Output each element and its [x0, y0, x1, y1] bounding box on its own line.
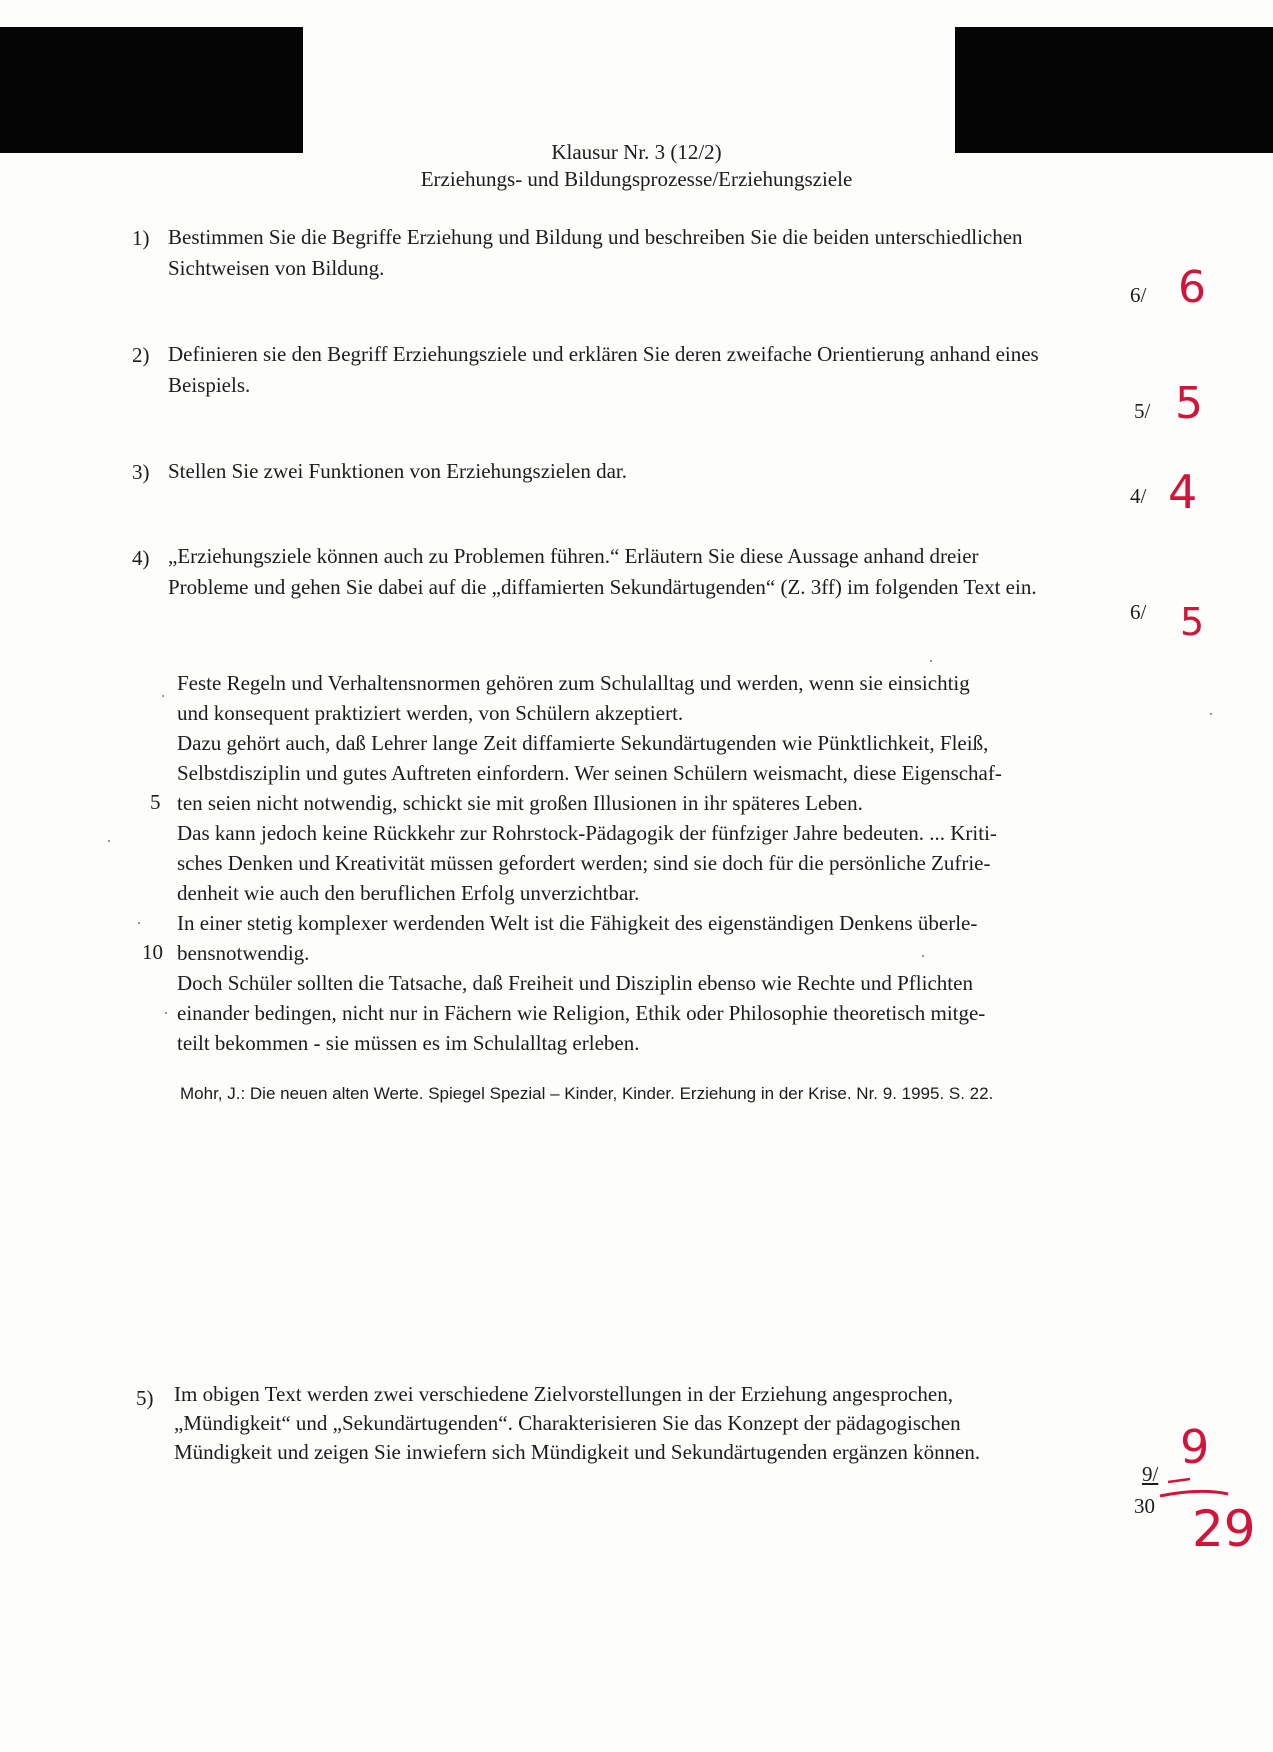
text-line: und konsequent praktiziert werden, von Schülern akzeptiert.: [177, 701, 684, 725]
question-line: Beispiels.: [168, 373, 251, 397]
exam-subtitle: Erziehungs- und Bildungsprozesse/Erziehungsziele: [420, 167, 853, 191]
scan-speck: [1210, 713, 1212, 715]
total-max-points: 30: [1134, 1494, 1155, 1518]
scan-speck: [138, 922, 140, 924]
max-points: 5/: [1134, 399, 1151, 423]
redaction-block-left: [0, 27, 303, 153]
awarded-points: 6: [1178, 262, 1206, 313]
line-number: 5: [150, 790, 161, 814]
text-line: Feste Regeln und Verhaltensnormen gehören zum Schulalltag und werden, wenn sie einsichtig: [177, 671, 970, 695]
scan-speck: [922, 955, 924, 957]
question-line: Im obigen Text werden zwei verschiedene Zielvorstellungen in der Erziehung angesprochen,: [174, 1382, 953, 1406]
max-points: 9/: [1142, 1462, 1159, 1486]
question-line: Definieren sie den Begriff Erziehungsziele und erklären Sie deren zweifache Orientierung anhand eines: [168, 342, 1039, 366]
question-line: Sichtweisen von Bildung.: [168, 256, 385, 280]
scan-speck: [165, 1012, 167, 1014]
max-points: 6/: [1130, 283, 1147, 307]
question-number: 5): [136, 1386, 154, 1410]
awarded-points: 5: [1175, 378, 1203, 429]
question-text: [168, 456, 627, 487]
total-awarded-points: 29: [1192, 1500, 1256, 1558]
question-text: [174, 1380, 980, 1467]
awarded-points: 9: [1180, 1420, 1210, 1474]
text-line: ten seien nicht notwendig, schickt sie mit großen Illusionen in ihr späteres Leben.: [177, 791, 863, 815]
text-line: Dazu gehört auch, daß Lehrer lange Zeit diffamierte Sekundärtugenden wie Pünktlichkeit, Fleiß,: [177, 731, 989, 755]
score-dash-stroke: [1168, 1479, 1190, 1482]
question-number: 1): [132, 226, 150, 250]
text-line: einander bedingen, nicht nur in Fächern wie Religion, Ethik oder Philosophie theoretisch mitge-: [177, 1001, 986, 1025]
source-citation: Mohr, J.: Die neuen alten Werte. Spiegel Spezial – Kinder, Kinder. Erziehung in der Krise. Nr. 9. 1995. S. 22.: [180, 1084, 994, 1103]
scan-speck: [930, 660, 932, 662]
question-line: Probleme und gehen Sie dabei auf die „diffamierten Sekundärtugenden“ (Z. 3ff) im folgenden Text ein.: [168, 575, 1037, 599]
text-line: teilt bekommen - sie müssen es im Schulalltag erleben.: [177, 1031, 640, 1055]
line-number: 10: [142, 940, 163, 964]
text-line: Doch Schüler sollten die Tatsache, daß Freiheit und Disziplin ebenso wie Rechte und Pflichten: [177, 971, 973, 995]
score-underline-stroke: [1160, 1491, 1228, 1496]
question-line: Mündigkeit und zeigen Sie inwiefern sich Mündigkeit und Sekundärtugenden ergänzen können.: [174, 1440, 981, 1464]
scan-speck: [108, 840, 110, 842]
text-line: Selbstdisziplin und gutes Auftreten einfordern. Wer seinen Schülern weismacht, diese Eigenschaf-: [177, 761, 1002, 785]
question-number: 2): [132, 343, 150, 367]
awarded-points: 4: [1168, 465, 1198, 519]
question-text: [168, 541, 1037, 603]
scan-speck: [162, 695, 164, 697]
text-line: Das kann jedoch keine Rückkehr zur Rohrstock-Pädagogik der fünfziger Jahre bedeuten. ... Kriti-: [177, 821, 997, 845]
text-line: sches Denken und Kreativität müssen gefordert werden; sind sie doch für die persönliche Zufrie-: [177, 851, 991, 875]
question-number: 4): [132, 546, 150, 570]
redaction-block-right: [955, 27, 1273, 153]
question-text: [168, 222, 1023, 284]
question-line: Stellen Sie zwei Funktionen von Erziehungszielen dar.: [168, 459, 627, 483]
text-line: denheit wie auch den beruflichen Erfolg unverzichtbar.: [177, 881, 640, 905]
question-text: [168, 339, 1039, 401]
max-points: 4/: [1130, 484, 1147, 508]
text-line: bensnotwendig.: [177, 941, 310, 965]
question-line: „Mündigkeit“ und „Sekundärtugenden“. Charakterisieren Sie das Konzept der pädagogischen: [174, 1411, 961, 1435]
exam-title: Klausur Nr. 3 (12/2): [551, 140, 722, 164]
question-line: „Erziehungsziele können auch zu Problemen führen.“ Erläutern Sie diese Aussage anhand dreier: [168, 544, 979, 568]
max-points: 6/: [1130, 600, 1147, 624]
text-line: In einer stetig komplexer werdenden Welt ist die Fähigkeit des eigenständigen Denkens überle-: [177, 911, 978, 935]
awarded-points: 5: [1180, 600, 1205, 644]
question-number: 3): [132, 460, 150, 484]
question-line: Bestimmen Sie die Begriffe Erziehung und Bildung und beschreiben Sie die beiden unterschiedlichen: [168, 225, 1023, 249]
